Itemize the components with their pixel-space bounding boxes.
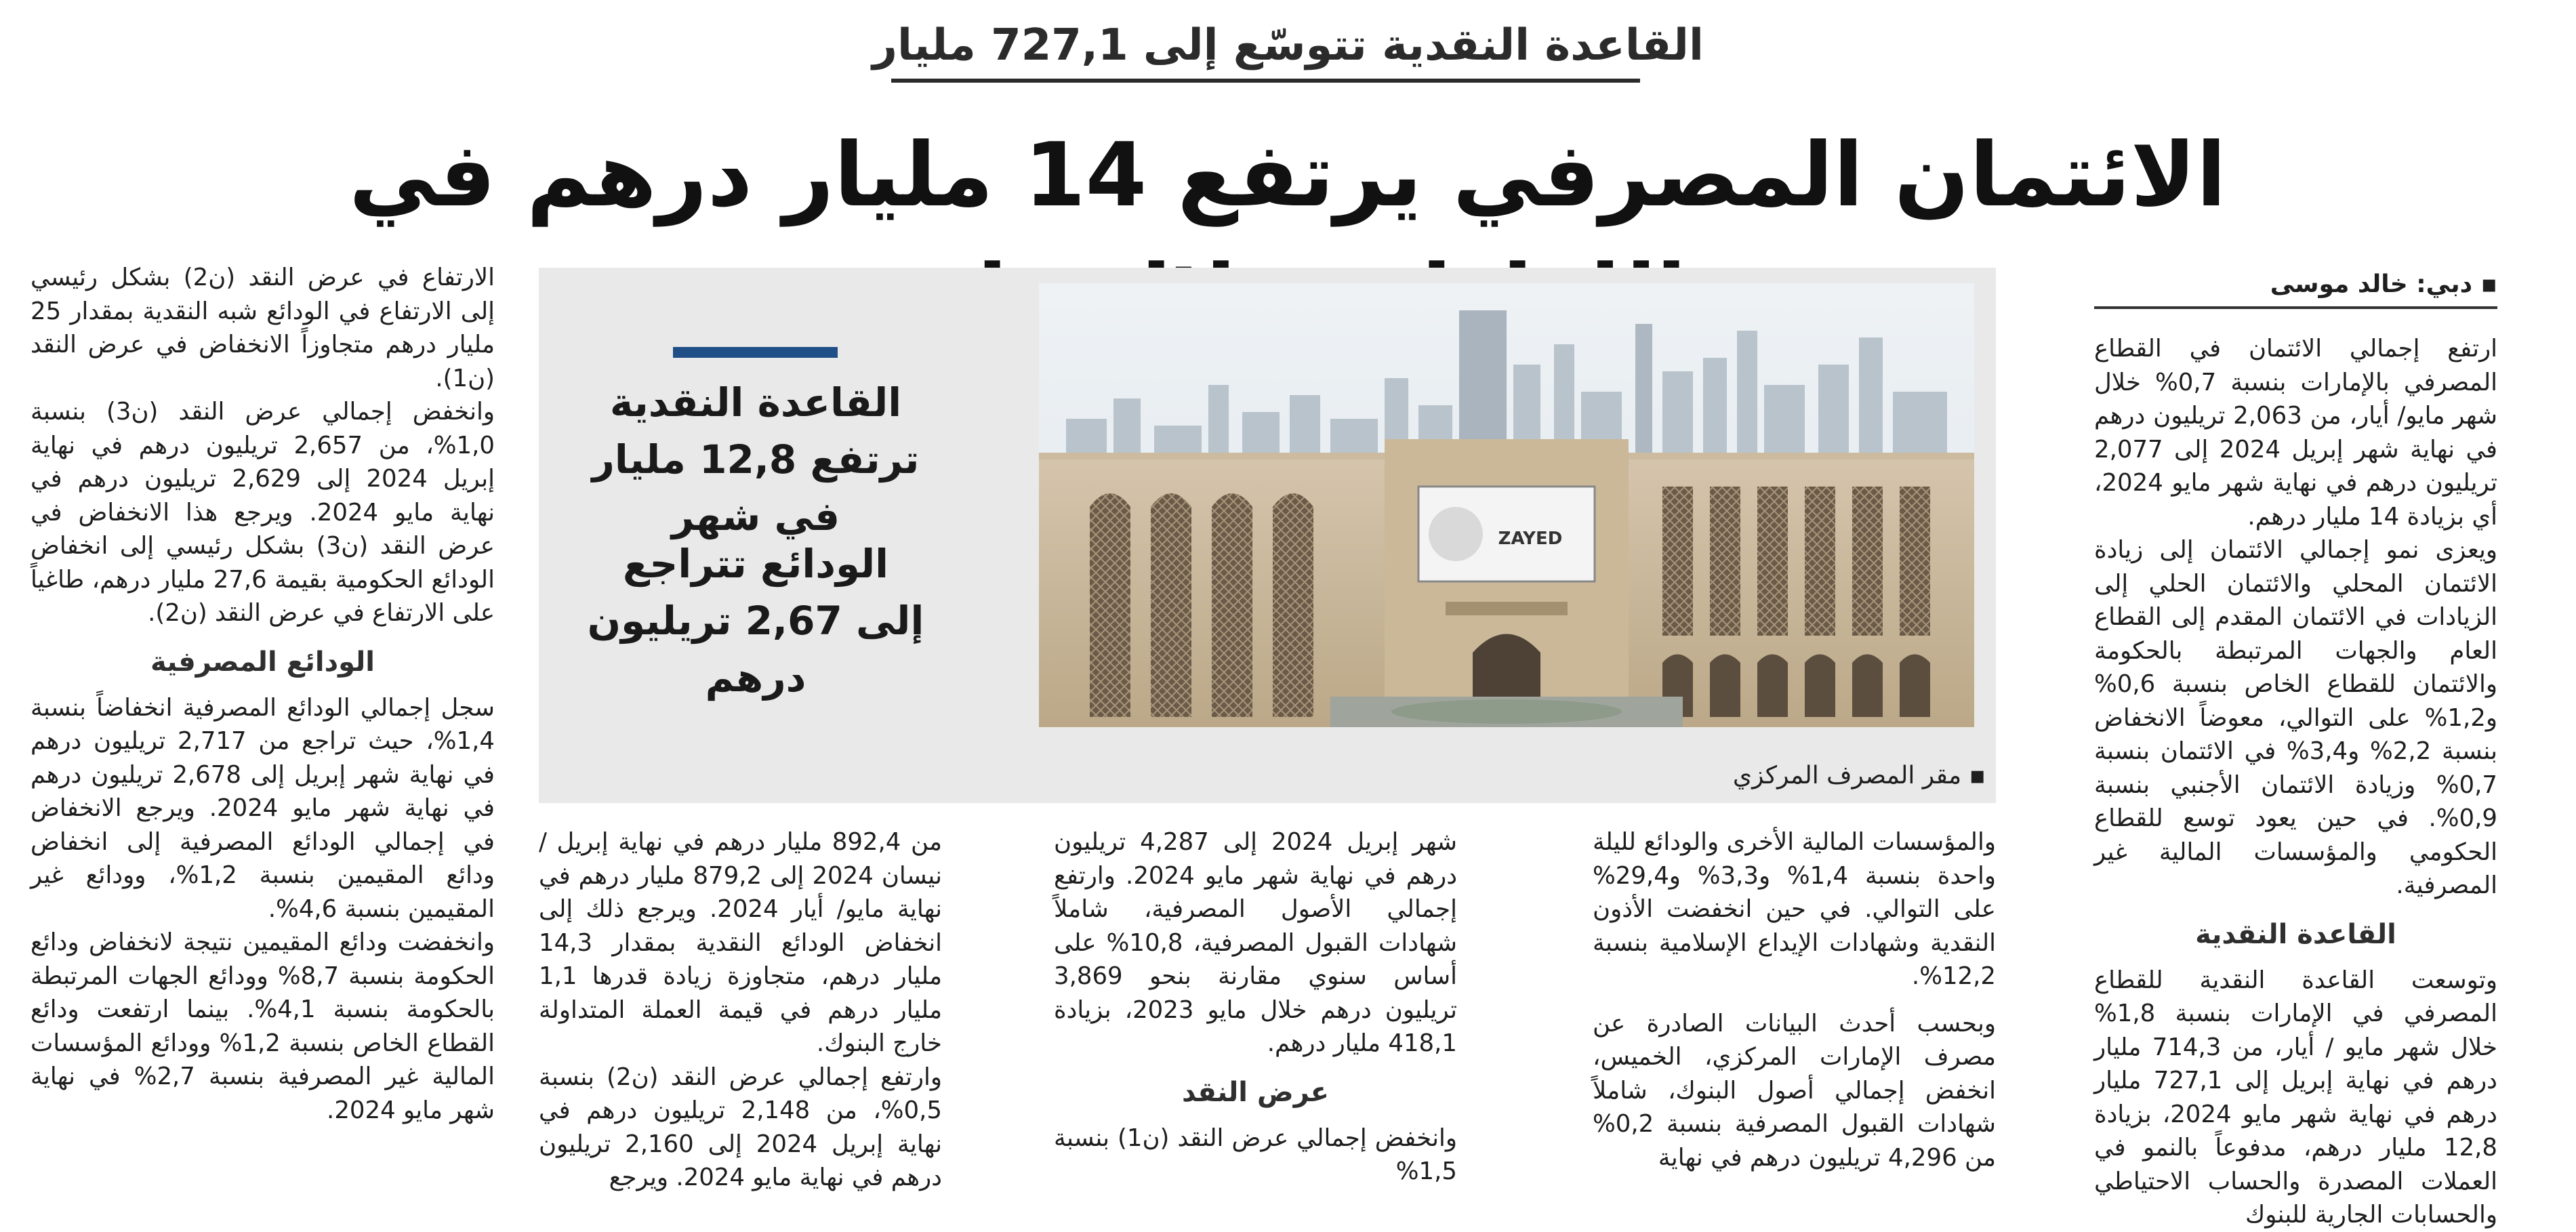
- paragraph: وانخفض إجمالي عرض النقد (ن1) بنسبة 1,5%: [1054, 1124, 1457, 1185]
- pull-quote-line: الودائع تتراجع: [622, 541, 889, 587]
- paragraph: سجل إجمالي الودائع المصرفية انخفاضاً بنسبة 1,4%، حيث تراجع من 2,717 تريليون درهم في نهاية شهر إبريل إلى 2,678 تريليون درهم في نهاية شهر مايو 2024. ويرجع الانخفاض في إجمالي الودائع المصرفية إلى انخفاض ودائع المقيمين بنسبة 1,2%، وودائع غير المقيمين بنسبة 4,6%.: [30, 693, 495, 923]
- pull-quote-line: ترتفع 12,8 مليار في شهر: [592, 436, 920, 539]
- paragraph: وتوسعت القاعدة النقدية للقطاع المصرفي في الإمارات بنسبة 1,8% خلال شهر مايو / أيار، من 714,3 مليار درهم في نهاية إبريل إلى 727,1 مليار درهم في نهاية شهر مايو 2024، بزيادة 12,8 مليار درهم، مدفوعاً بالنمو في العملات المصدرة والحساب الاحتياطي والحسابات الجارية للبنوك: [2094, 966, 2497, 1229]
- paragraph: من 892,4 مليار درهم في نهاية إبريل / نيسان 2024 إلى 879,2 مليار درهم في نهاية مايو/ أيار 2024. ويرجع ذلك إلى انخفاض الودائع النقدية بمقدار 14,3 مليار درهم، متجاوزة زيادة قدرها 1,1 مليار درهم في قيمة العملة المتداولة خارج البنوك.: [539, 828, 942, 1057]
- pull-quote-line: إلى 2,67 تريليون درهم: [587, 598, 924, 701]
- paragraph: وانخفض إجمالي عرض النقد (ن3) بنسبة 1,0%، من 2,657 تريليون درهم في نهاية إبريل 2024 إلى 2,629 تريليون درهم في نهاية مايو 2024. ويرجع هذا الانخفاض في عرض النقد (ن3) بشكل رئيسي إلى انخفاض الودائع الحكومية بقيمة 27,6 مليار درهم، طاغياً على الارتفاع في عرض النقد (ن2).: [30, 398, 495, 627]
- pull-quote-rule: [673, 347, 838, 358]
- subhead-money-supply: عرض النقد: [1182, 1076, 1329, 1108]
- paragraph: الارتفاع في عرض النقد (ن2) بشكل رئيسي إلى الارتفاع في الودائع شبه النقدية بمقدار 25 مليار درهم متجاوزاً الانخفاض في عرض النقد (ن1).: [30, 264, 495, 392]
- article-column-4: [539, 825, 942, 1191]
- photo-caption: ▪ مقر المصرف المركزي: [1732, 762, 1986, 789]
- byline-rule: [2094, 306, 2497, 309]
- photo-sign-text: ZAYED: [1498, 529, 1563, 549]
- central-bank-photo: [1039, 283, 1974, 727]
- article-column-2: [1593, 825, 1996, 1172]
- article-column-5: [30, 261, 495, 1137]
- paragraph: وبحسب أحدث البيانات الصادرة عن مصرف الإمارات المركزي، الخميس، انخفض إجمالي أصول البنوك، شاملاً شهادات القبول المصرفية بنسبة 0,2% من 4,296 تريليون درهم في نهاية: [1593, 1009, 1996, 1172]
- kicker-rule: [891, 79, 1640, 83]
- paragraph: ويعزى نمو إجمالي الائتمان إلى زيادة الائتمان المحلي والائتمان الحلي إلى الزيادات في الائتمان المقدم إلى القطاع العام والجهات المرتبطة بالحكومة والائتمان للقطاع الخاص بنسبة 0,6% و1,2% على التوالي، معوضاً الانخفاض بنسبة 2,2% و3,4% في الائتمان بنسبة 0,7% وزيادة الائتمان الأجنبي بنسبة 0,9%. في حين يعود توسع للقطاع الحكومي والمؤسسات المالية غير المصرفية.: [2094, 536, 2498, 899]
- paragraph: ارتفع إجمالي الائتمان في القطاع المصرفي بالإمارات بنسبة 0,7% خلال شهر مايو/ أيار، من 2,063 تريليون درهم في نهاية شهر إبريل 2024 إلى 2,077 تريليون درهم في نهاية شهر مايو 2024، أي بزيادة 14 مليار درهم.: [2094, 335, 2498, 531]
- paragraph: وانخفضت ودائع المقيمين نتيجة لانخفاض ودائع الحكومة بنسبة 8,7% وودائع الجهات المرتبطة بالحكومة بنسبة 4,1%. بينما ارتفعت ودائع القطاع الخاص بنسبة 1,2% وودائع المؤسسات المالية غير المصرفية بنسبة 2,7% في نهاية شهر مايو 2024.: [30, 928, 495, 1124]
- paragraph: شهر إبريل 2024 إلى 4,287 تريليون درهم في نهاية شهر مايو 2024. وارتفع إجمالي الأصول المصرفية، شاملاً شهادات القبول المصرفية، 10,8% على أساس سنوي مقارنة بنحو 3,869 تريليون درهم خلال مايو 2023، بزيادة 418,1 مليار درهم.: [1054, 828, 1457, 1057]
- paragraph: وارتفع إجمالي عرض النقد (ن2) بنسبة 0,5%، من 2,148 تريليون درهم في نهاية إبريل 2024 إلى 2,160 تريليون درهم في نهاية مايو 2024. ويرجع: [539, 1063, 942, 1191]
- subhead-bank-deposits: الودائع المصرفية: [150, 646, 375, 678]
- pull-quote-line: القاعدة النقدية: [609, 379, 902, 426]
- paragraph: والمؤسسات المالية الأخرى والودائع لليلة واحدة بنسبة 1,4% و3,3% و29,4% على التوالي. في حين انخفضت الأذون النقدية وشهادات الإيداع الإسلامية بنسبة 12,2%.: [1593, 828, 1996, 990]
- article-column-3: [1054, 825, 1457, 1185]
- kicker: القاعدة النقدية تتوسّع إلى 727,1 مليار: [872, 20, 1704, 70]
- byline: ▪ دبي: خالد موسى: [2270, 270, 2497, 298]
- subhead-monetary-base: القاعدة النقدية: [2195, 918, 2396, 950]
- article-column-1: [2094, 332, 2498, 1229]
- headline: الائتمان المصرفي يرتفع 14 مليار درهم في: [348, 123, 2227, 226]
